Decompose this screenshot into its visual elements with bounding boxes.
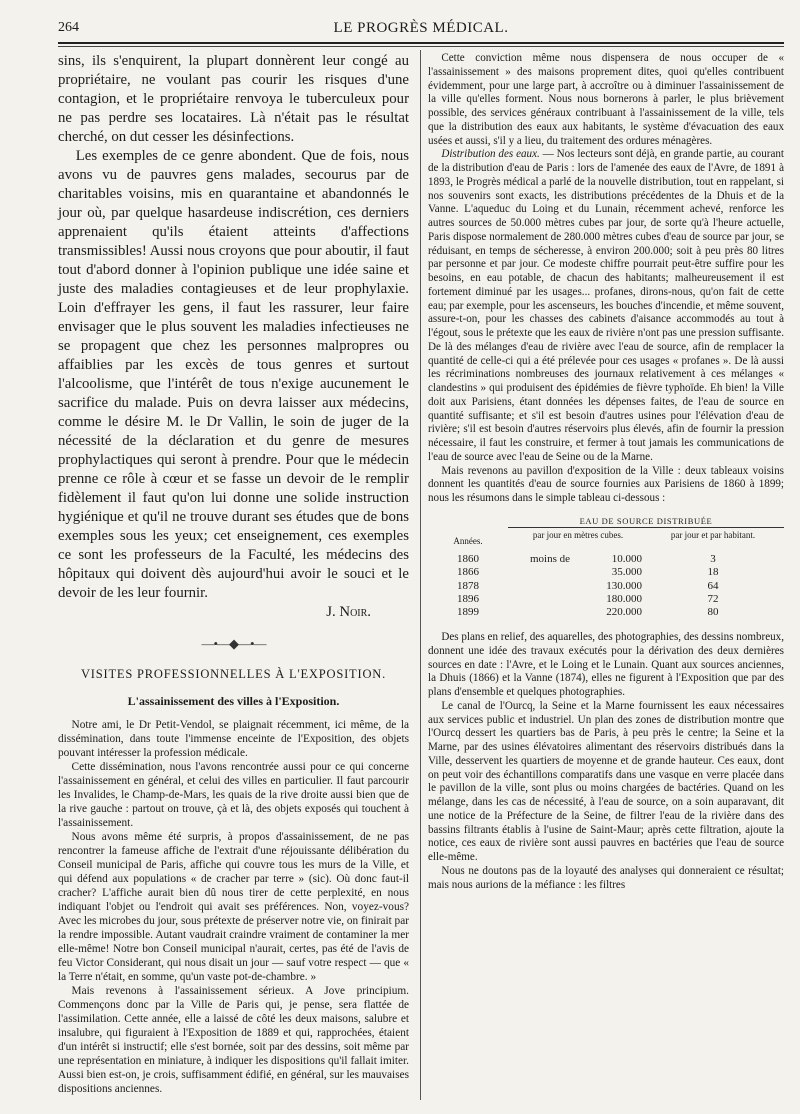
volume-value: 10.000	[611, 553, 642, 566]
table-row	[428, 553, 784, 566]
daily-volume-cell	[508, 580, 648, 593]
paragraph: Cette dissémination, nous l'avons rencontrée aussi pour ce qui concerne l'assainissement en général, et celui des villes en particulier. Il faut parcourir les Invalides, le Champ-de-Mars, les quais de la rive droite aussi bien que de la rive gauche : partout on trouve, çà et là, des objets exposés qui touchent à l'assainissement.	[58, 760, 409, 829]
paragraph: Mais revenons à l'assainissement sérieux. A Jove principium. Commençons donc par la Ville de Paris qui, je pense, sera flattée de l'assimilation. Cette année, elle a laissé de côté les deux maisons, salubre et insalubre, qui figuraient à l'Exposition de 1889 et qui, rapprochées, étaient d'un intérêt si instructif; elle s'est bornée, soit par des dessins, soit même par une représentation en miniature, à indiquer les dispositions qu'il fallait imiter. Aussi bien est-on, je crois, suffisamment édifié, en général, sur les mauvaises dispositions anciennes.	[58, 984, 409, 1095]
run-in-heading: Distribution des eaux.	[441, 148, 540, 161]
left-column	[58, 52, 409, 1096]
year-cell: 1896	[457, 592, 479, 605]
signature-line	[58, 603, 409, 622]
paragraph: Des plans en relief, des aquarelles, des photographies, des dessins nombreux, donnent une idée des travaux exécutés pour la dérivation des deux dernières sources en date : l'Avre, et le Loing et le Lunain. Quant aux sources anciennes, la Dhuis (1866) et la Vanne (1874), elles ne figurent à l'Exposition que par des plans d'ensemble et quelques photographies.	[428, 631, 784, 699]
table-caption: EAU DE SOURCE DISTRIBUÉE	[508, 516, 784, 529]
paragraph: Notre ami, le Dr Petit-Vendol, se plaignait récemment, ici même, de la dissémination, dans toute l'immense enceinte de l'Exposition, des objets pouvant intéresser la profession médicale.	[58, 718, 409, 759]
right-column	[428, 52, 784, 892]
per-person-cell: 72	[707, 592, 719, 605]
daily-volume-cell	[508, 606, 648, 619]
header-rule-thin	[58, 46, 784, 47]
year-cell: 1899	[457, 605, 479, 618]
page-number: 264	[58, 20, 79, 35]
paragraph: Le canal de l'Ourcq, la Seine et la Marne fournissent les eaux nécessaires aux services public et industriel. Un plan des zones de distribution montre que l'Ourcq dessert les quartiers bas de Paris, à peu près le centre; la Seine et la Marne, par des usines élévatoires alimentant des réservoirs distribués dans la Ville, desservent les quartiers de moyenne et de grande hauteur. Ces eaux, dont on peut voir des échantillons comparatifs dans une vasque en verre placée dans le pavillon de la ville, sont plus ou moins chargées de bactéries. Quand on les mélange, dans les cas de nécessité, à l'eau de source, on a soin auparavant, dit une notice de la Préfecture de la Seine, de filtrer l'eau de la rivière dans des bassins filtrants établis à l'usine de Saint-Maur; après cette filtration, ajoute la notice, ces eaux de rivière sont aussi pauvres en bactéries que l'eau de source elle-même.	[428, 699, 784, 864]
header-rule	[58, 42, 784, 44]
table-row	[428, 606, 784, 619]
year-cell: 1860	[457, 553, 479, 566]
volume-value: 130.000	[606, 579, 642, 592]
table-row	[428, 593, 784, 606]
per-person-cell: 3	[710, 553, 716, 566]
daily-volume-cell	[508, 566, 648, 579]
table-body	[428, 553, 784, 619]
per-person-cell: 18	[707, 566, 719, 579]
paragraph: Cette conviction même nous dispensera de nous occuper de « l'assainissement » des maisons proprement dites, quoi qu'elles contribuent évidemment, pour une large part, à accroître ou à diminuer l'assainissement de la ville qu'elles forment. Nous nous bornerons à parler, le plus brièvement possible, des services généraux contribuant à l'assainissement de la ville, tels que la distribution des eaux aux habitants, le système d'évacuation des eaux usées et aussi, s'il y a lieu, du traitement des ordures ménagères.	[428, 52, 784, 147]
daily-volume-cell	[508, 553, 648, 566]
article-title: L'assainissement des villes à l'Exposition.	[127, 694, 340, 709]
paragraph: Mais revenons au pavillon d'exposition de la Ville : deux tableaux voisins donnent les quantités d'eau de source fournies aux Parisiens de 1860 à 1899; nous les résumons dans le simple tableau ci-dessous :	[428, 464, 784, 504]
water-supply-table	[428, 516, 784, 619]
section-title: VISITES PROFESSIONNELLES À L'EXPOSITION.	[80, 666, 387, 681]
qualifier	[508, 606, 576, 619]
paragraph: Nous ne doutons pas de la loyauté des analyses qui donneraient ce résultat; mais nous aurions de la méfiance : les filtres	[428, 864, 784, 891]
per-person-cell: 64	[707, 579, 719, 592]
table-row	[428, 580, 784, 593]
volume-value: 35.000	[611, 566, 642, 579]
daily-volume-cell	[508, 593, 648, 606]
journal-title: LE PROGRÈS MÉDICAL.	[333, 20, 509, 36]
per-person-cell: 80	[707, 605, 719, 618]
paragraph: Distribution des eaux. — Nos lecteurs sont déjà, en grande partie, au courant de la distribution d'eau de Paris : lors de l'amenée des eaux de l'Avre, de 1891 à 1893, le Progrès médical a parlé de la nouvelle distribution, tout en rappelant, si nos souvenirs sont exacts, les distributions précédentes de la Dhuis et de la Vanne. L'aqueduc du Loing et du Lunain, récemment achevé, renforce les autres sources de 50.000 mètres cubes par jour, de sorte qu'à l'heure actuelle, Paris dispose normalement de 280.000 mètres cubes d'eau de source par jour, se réduisant, en temps de sécheresse, à environ 200.000; soit à peu près 80 litres par personne et par jour. Ce modeste chiffre pourrait peut-être suffire pour les besoins, en eau potable, de chacun des habitants; malheureusement il est fortement diminué par les usages... profanes, dirons-nous, qu'on fait de cette eau; par exemple, pour les ascenseurs, les bouches d'incendie, et même souvent, assure-t-on, pour les chasses des cabinets d'aisance accommodés au tout à l'égout, sous le prétexte que les eaux de rivière n'ont pas une pression suffisante. De là des mélanges d'eau de rivière avec l'eau de source, afin de remplacer la quantité de celle-ci qui a été prélevée pour ces usages « profanes ». De là aussi les récriminations nombreuses des journaux relativement à ces mélanges « clandestins » qui produisent des épidémies de fièvre typhoïde. Eh bien! la Ville doit aux Parisiens, étant données les dépenses faites, de l'eau de source en quantité suffisante; et s'il est besoin d'autres usines pour l'élévation d'eau de rivière; s'il est besoin d'autres réservoirs plus élevés, afin de fournir la pression nécessaire, il faut les construire, et fermer à tout jamais les communications de l'eau de source avec l'eau de Seine ou de la Marne.	[428, 148, 784, 463]
column-header: par jour en mètres cubes.	[532, 530, 624, 541]
ornamental-divider: —•—◆—•—	[201, 636, 266, 651]
column-header: par jour et par habitant.	[670, 530, 756, 541]
column-header: Années.	[453, 536, 483, 547]
table-row	[428, 566, 784, 579]
paragraph: Nous avons même été surpris, à propos d'assainissement, de ne pas rencontrer la fameuse affiche de l'extrait d'une réjouissante délibération du Conseil municipal de Paris, affiche qui couvre tous les murs de la Ville, et qui défend aux populations « de cracher par terre » (sic). Où donc faut-il cracher? L'affiche aurait bien dû nous tirer de cette perplexité, en nous indiquant l'objet ou l'endroit qui avait ses préférences. Non, voyez-vous? Avec les microbes du jour, sous prétexte de préserver notre vie, on finirait par la rendre impossible. Autant vaudrait craindre vraiment de contaminer la mer elle-même! Notre bon Conseil municipal n'aurait, certes, pas été de l'avis de feu Victor Considerant, qui nous disait un jour — sauf votre respect — que « la Terre n'était, en somme, qu'un vaste pot-de-chambre. »	[58, 830, 409, 983]
volume-value: 220.000	[606, 605, 642, 618]
qualifier: moins de	[529, 553, 570, 566]
qualifier	[508, 593, 576, 606]
author-signature: J. Noir.	[326, 604, 371, 620]
paragraph: Les exemples de ce genre abondent. Que de fois, nous avons vu de pauvres gens malades, secourus par de charitables voisins, mis en quarantaine et abandonnés le jour où, par quelque hasardeuse indiscrétion, ces derniers apprenaient qu'ils étaient atteints d'affections transmissibles! Aussi nous croyons que pour aboutir, il faut tout d'abord donner à l'opinion publique une idée saine et juste des maladies contagieuses et de leur prophylaxie. Loin d'effrayer les gens, il faut les rassurer, leur faire envisager que le plus souvent les maladies infectieuses ne se propagent que chez les personnes malpropres ou affaiblies par les excès de tous genres et surtout l'alcoolisme, que l'intérêt de tous n'exige aucunement le sacrifice du malade. Puis on devra laisser aux médecins, comme le désire M. le Dr Vallin, le soin de juger de la nécessité de la déclaration et du genre de mesures prophylactiques qui seront à prendre. Pour que le médecin prenne ce rôle à cœur et se fasse un devoir de le remplir fidèlement il faut qu'on lui donne une solide instruction hygiénique et qu'il ne trouve durant ses études que de bons exemples sous les yeux; cet enseignement, ces exemples ce sont les professeurs de la Faculté, les médecins des hôpitaux qui doivent dès aujourd'hui avoir le souci et le devoir de les leur fournir.	[58, 148, 409, 601]
volume-value: 180.000	[606, 592, 642, 605]
table-header-row	[428, 531, 784, 547]
running-header	[58, 20, 784, 40]
qualifier	[508, 566, 576, 579]
year-cell: 1878	[457, 579, 479, 592]
column-divider	[420, 50, 421, 1100]
paragraph: sins, ils s'enquirent, la plupart donnèrent leur congé au propriétaire, ne voulant pas courir les risques d'une contagion, et le propriétaire renvoya le tuberculeux pour ne pas perdre ses locataires. Là n'était pas le résultat cherché, on dut cesser les désinfections.	[58, 53, 409, 145]
qualifier	[508, 580, 576, 593]
year-cell: 1866	[457, 566, 479, 579]
